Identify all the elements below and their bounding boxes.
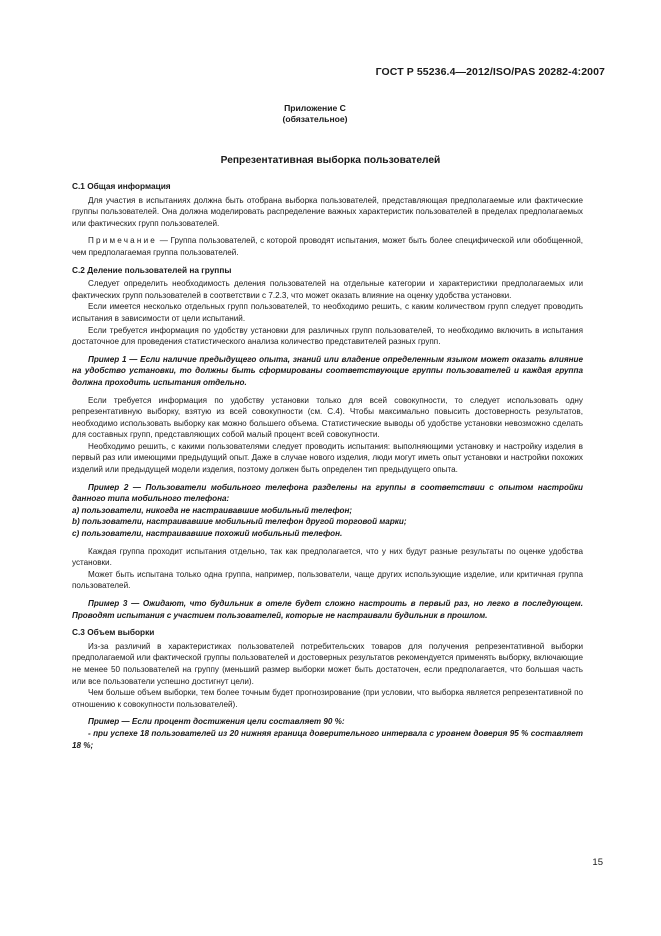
note: [72, 235, 583, 258]
example-2: [72, 482, 583, 540]
example-text: Пример — Если процент достижения цели составляет 90 %:: [88, 717, 345, 727]
annex-title: Приложение С: [284, 103, 346, 113]
example-list-item: а) пользователи, никогда не настраивавшие мобильный телефон;: [72, 505, 353, 515]
note-label: Примечание: [88, 236, 158, 246]
example-3: [72, 598, 583, 621]
paragraph: Каждая группа проходит испытания отдельно, так как предполагается, что у них будут разные результаты по оценке удобства установки.: [72, 546, 583, 568]
paragraph: Если требуется информация по удобству установки только для всей совокупности, то следует использовать одну репрезентативную выборку, взятую из всей совокупности (см. С.4). Чтобы максимально повысить достоверность результатов, необходимо использовать выборку как можно большего объема. Статистические выводы об удобстве установки невозможно сделать для составных групп, представляющих собой малый процент всей совокупности.: [72, 395, 583, 440]
example-text: Пример 2 — Пользователи мобильного телефона разделены на группы в соответствии с опытом настройки данного типа мобильного телефона:: [72, 482, 583, 504]
example-list-item: с) пользователи, настраивавшие похожий мобильный телефон.: [72, 529, 343, 539]
page-number: 15: [592, 857, 603, 868]
paragraph: Если имеется несколько отдельных групп пользователей, то необходимо решить, с каким количеством групп следует проводить испытания в зависимости от цели испытаний.: [72, 302, 583, 323]
annex-main-title: Репрезентативная выборка пользователей: [220, 155, 441, 166]
example-text: Пример 3 — Ожидают, что будильник в отеле будет сложно настроить в первый раз, но легко в последующем. Проводят испытания с участием пользователей, которые не настраивали будильник в прошлом.: [72, 599, 583, 620]
example-list-item: b) пользователи, настраивавшие мобильный телефон другой торговой марки;: [72, 517, 407, 527]
paragraph: Может быть испытана только одна группа, например, пользователи, чаще других использующие изделие, или критичная группа пользователей.: [72, 569, 583, 591]
section-heading-c1: С.1 Общая информация: [72, 181, 171, 191]
document-body: [72, 181, 583, 751]
paragraph: Для участия в испытаниях должна быть отобрана выборка пользователей, представляющая предполагаемые или фактические группы пользователей. Она должна моделировать распределение важных характеристик пользователей в пределах предполагаемых или фактических групп пользователей.: [72, 195, 583, 228]
standard-code-header: ГОСТ Р 55236.4—2012/ISO/PAS 20282-4:2007: [375, 66, 605, 78]
section-heading-c3: С.3 Объем выборки: [72, 627, 155, 638]
annex-status: (обязательное): [282, 114, 348, 124]
example-sample-size: [72, 716, 583, 751]
paragraph: Если требуется информация по удобству установки для различных групп пользователей, то необходимо включить в испытания достаточное для проведения статистического анализа количество представителей разных групп.: [72, 325, 583, 347]
section-heading-c2: С.2 Деление пользователей на группы: [72, 264, 232, 275]
paragraph: Следует определить необходимость деления пользователей на отдельные категории и характеристики предполагаемых или фактических групп пользователей в соответствии с 7.2.3, что может оказать влияние на оценку удобства установки.: [72, 279, 583, 300]
annex-heading: [260, 103, 370, 125]
example-list-item: - при успехе 18 пользователей из 20 нижняя граница доверительного интервала с уровнем доверия 95 % составляет 18 %;: [72, 728, 583, 750]
example-text: Пример 1 — Если наличие предыдущего опыта, знаний или владение определенным языком может оказать влияние на удобство установки, то должны быть сформированы соответствующие группы пользователей и каждая группа должна проходить испытания отдельно.: [72, 354, 583, 387]
paragraph: Чем больше объем выборки, тем более точным будет прогнозирование (при условии, что выборка является репрезентативной по отношению к совокупности пользователей).: [72, 688, 583, 709]
note-text: — Группа пользователей, с которой проводят испытания, может быть более специфической или обобщенной, чем предполагаемая группа пользователей.: [72, 236, 583, 257]
paragraph: Необходимо решить, с какими пользователями следует проводить испытания: выполняющими установку и настройку изделия в первый раз или имеющими предыдущий опыт. Даже в случае нового изделия, люди могут иметь опыт установки и настройки похожих изделий или предыдущей модели изделия, поэтому должен быть определен тип предыдущего опыта.: [72, 441, 583, 475]
example-1: [72, 354, 583, 389]
paragraph: Из-за различий в характеристиках пользователей потребительских товаров для получения репрезентативной выборки предполагаемой или фактической группы пользователей и достоверных результатов рекомендуется применять выборку, включающие не менее 50 пользователей на группу (меньший размер выборки может быть достаточен, если предполагается, что большая часть или все пользователи успешно достигнут цели).: [72, 641, 583, 686]
